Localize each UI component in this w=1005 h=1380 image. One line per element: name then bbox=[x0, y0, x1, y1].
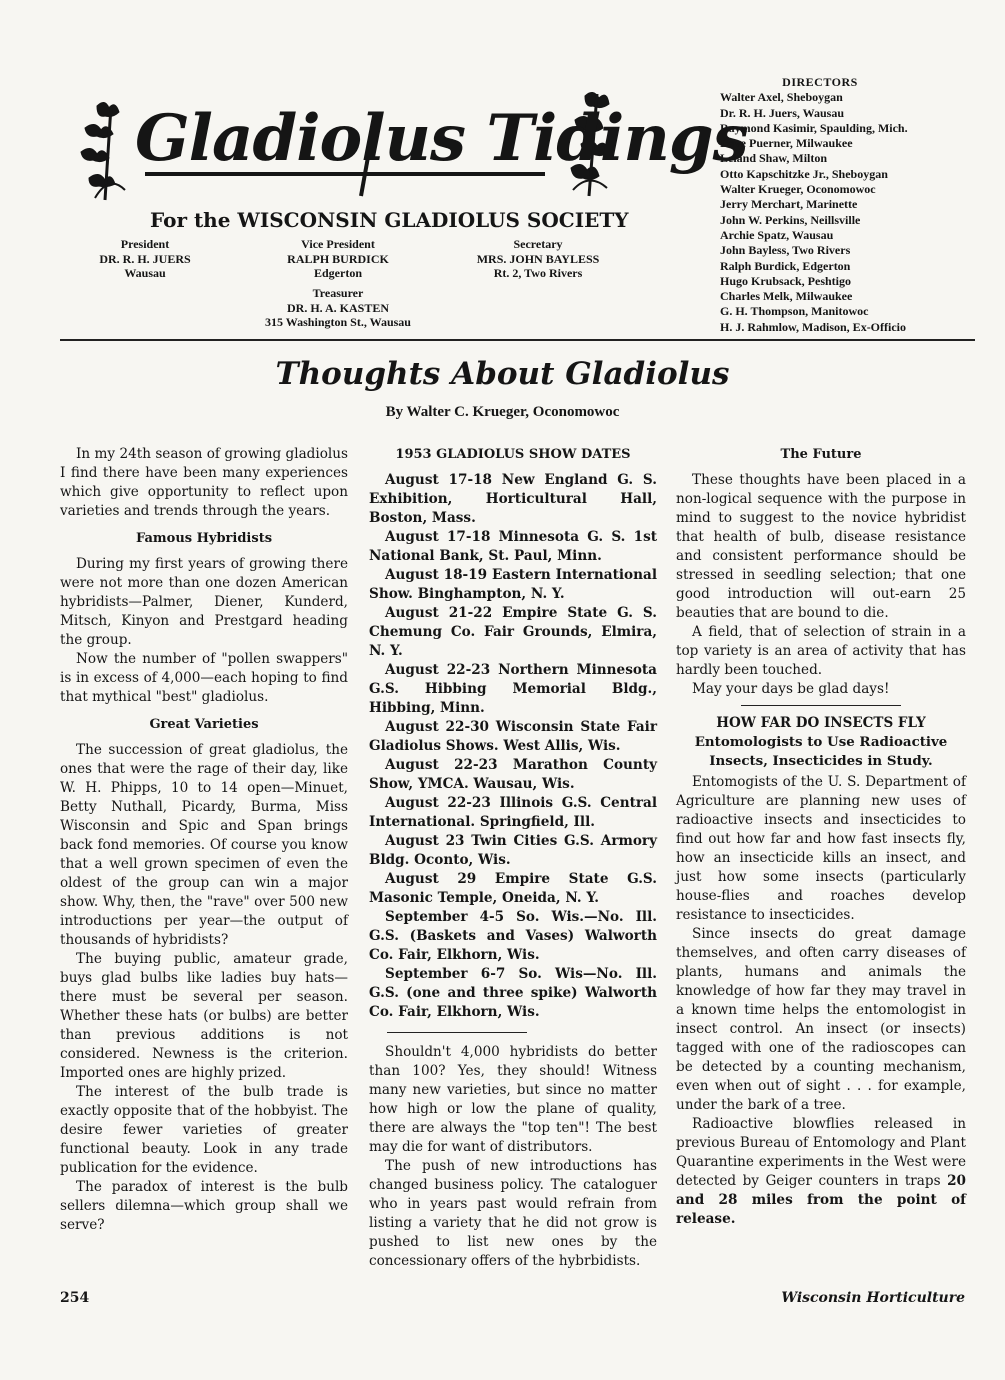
section-heading-the-future: The Future bbox=[780, 447, 862, 462]
director-item: Jerry Merchart, Marinette bbox=[720, 197, 858, 212]
officer-secretary bbox=[448, 237, 628, 281]
publication-name: Wisconsin Horticulture bbox=[781, 1290, 965, 1306]
show-date-item: August 17-18 Minnesota G. S. 1st National Bank, St. Paul, Minn. bbox=[369, 529, 657, 564]
paragraph-bold-text: 20 and 28 miles from the point of release. bbox=[676, 1173, 966, 1227]
officer-name: RALPH BURDICK bbox=[287, 251, 389, 266]
director-item: Dave Puerner, Milwaukee bbox=[720, 136, 853, 151]
officer-president bbox=[80, 237, 210, 281]
officer-vice-president bbox=[258, 237, 418, 281]
show-date-item: September 4-5 So. Wis.—No. Ill. G.S. (Baskets and Vases) Walworth Co. Fair, Elkhorn, Wis. bbox=[369, 909, 657, 963]
section-divider bbox=[387, 1032, 527, 1033]
director-item: Walter Axel, Sheboygan bbox=[720, 90, 843, 105]
article-title: Thoughts About Gladiolus bbox=[275, 356, 730, 392]
show-date-item: August 17-18 New England G. S. Exhibition, Horticultural Hall, Boston, Mass. bbox=[369, 472, 657, 526]
article-paragraph: Now the number of "pollen swappers" is in excess of 4,000—each hoping to find that mythical "best" gladiolus. bbox=[60, 651, 348, 705]
gladiolus-logo-graphic bbox=[75, 78, 748, 208]
article-paragraph: Since insects do great damage themselves, and often carry diseases of plants, humans and animals the knowledge of how far they may travel in a known time helps the entomologist in insect control. An insect (or insects) tagged with one of the radioscopes can be detected by a counting mechanism, even when out of sight . . . for example, under the bark of a tree. bbox=[676, 926, 966, 1113]
masthead-divider bbox=[60, 339, 975, 341]
officer-role: President bbox=[120, 237, 170, 251]
officer-name: DR. H. A. KASTEN bbox=[286, 300, 390, 315]
column-left bbox=[60, 445, 348, 1235]
article-paragraph: The paradox of interest is the bulb sellers dilemna—which group shall we serve? bbox=[60, 1179, 348, 1233]
directors-list bbox=[720, 75, 990, 335]
director-item: Otto Kapschitzke Jr., Sheboygan bbox=[720, 166, 888, 181]
show-date-item: August 21-22 Empire State G. S. Chemung Co. Fair Grounds, Elmira, N. Y. bbox=[369, 605, 657, 659]
section-heading-famous-hybridists: Famous Hybridists bbox=[135, 531, 273, 546]
article-paragraph: In my 24th season of growing gladiolus I find there have been many experiences which give opportunity to reflect upon varieties and trends through the years. bbox=[60, 446, 348, 519]
section-heading-great-varieties: Great Varieties bbox=[149, 717, 259, 732]
article-paragraph: The interest of the bulb trade is exactly opposite that of the hobbyist. The desire fewer varieties of greater functional beauty. Look in any trade publication for the evidence. bbox=[60, 1084, 348, 1176]
show-date-item: August 29 Empire State G.S. Masonic Temple, Oneida, N. Y. bbox=[369, 871, 657, 906]
officer-treasurer bbox=[248, 286, 428, 330]
insects-article-subtitle: Entomologists to Use Radioactive Insects, Insecticides in Study. bbox=[694, 734, 948, 769]
director-item: Dr. R. H. Juers, Wausau bbox=[720, 105, 845, 120]
section-divider bbox=[741, 705, 901, 706]
page-number: 254 bbox=[60, 1290, 90, 1306]
director-item: Leland Shaw, Milton bbox=[720, 151, 828, 166]
article-paragraph: The push of new introductions has changed business policy. The cataloguer who in years past would refrain from listing a variety that he did not grow is pushed to list new ones by the concessionary offers of the hybrbidists. bbox=[369, 1158, 657, 1269]
officer-role: Treasurer bbox=[312, 286, 364, 300]
director-item: Ralph Burdick, Edgerton bbox=[720, 258, 851, 273]
article-paragraph: The succession of great gladiolus, the ones that were the rage of their day, like W. H. Phipps, 10 to 14 open—Minuet, Betty Nuthall, Picardy, Burma, Miss Wisconsin and Spic and Span brings back fond memories. Of course you know that a well grown specimen of even the oldest of the group can win a major show. Why, then, the "rave" over 500 new introductions per year—the output of thousands of hybridists? bbox=[60, 742, 348, 948]
society-line: For the WISCONSIN GLADIOLUS SOCIETY bbox=[150, 208, 629, 232]
officer-role: Vice President bbox=[301, 237, 375, 251]
paragraph-text: Radioactive blowflies released in previous Bureau of Entomology and Plant Quarantine experiments in the West were detected by Geiger counters in traps bbox=[676, 1116, 966, 1189]
article-paragraph: A field, that of selection of strain in a top variety is an area of activity that has hardly been touched. bbox=[676, 624, 966, 678]
officer-role: Secretary bbox=[513, 237, 563, 251]
officer-name: MRS. JOHN BAYLESS bbox=[476, 251, 600, 266]
director-item: G. H. Thompson, Manitowoc bbox=[720, 304, 869, 319]
director-item: Raymond Kasimir, Spaulding, Mich. bbox=[720, 120, 908, 135]
show-dates-heading: 1953 GLADIOLUS SHOW DATES bbox=[395, 447, 631, 462]
officer-city: 315 Washington St., Wausau bbox=[265, 315, 411, 329]
show-date-item: August 22-23 Illinois G.S. Central International. Springfield, Ill. bbox=[369, 795, 657, 830]
insects-article-title: HOW FAR DO INSECTS FLY bbox=[716, 715, 926, 731]
article-paragraph bbox=[676, 1115, 966, 1229]
show-date-item: August 18-19 Eastern International Show. Binghampton, N. Y. bbox=[369, 567, 657, 602]
officer-city: Edgerton bbox=[314, 266, 362, 280]
show-date-item: September 6-7 So. Wis—No. Ill. G.S. (one and three spike) Walworth Co. Fair, Elkhorn, Wis. bbox=[369, 966, 657, 1020]
column-right bbox=[676, 445, 966, 1229]
column-middle bbox=[369, 445, 657, 1271]
officer-city: Rt. 2, Two Rivers bbox=[493, 266, 583, 280]
article-paragraph: These thoughts have been placed in a non-logical sequence with the purpose in mind to suggest to the novice hybridist that health of bulb, disease resistance and consistent performance should be stressed in seedling selection; that one good introduction will out-earn 25 beauties that are bound to die. bbox=[676, 472, 966, 621]
show-date-item: August 22-23 Marathon County Show, YMCA. Wausau, Wis. bbox=[369, 757, 657, 792]
masthead-logo bbox=[75, 78, 748, 208]
show-dates-box bbox=[369, 445, 657, 1022]
article-byline: By Walter C. Krueger, Oconomowoc bbox=[385, 404, 620, 420]
director-item: Hugo Krubsack, Peshtigo bbox=[720, 273, 852, 288]
article-paragraph: The buying public, amateur grade, buys glad bulbs like ladies buy hats—there must be several per season. Whether these hats (or bulbs) are better than previous additions is not considered. Newness is the criterion. Imported ones are highly prized. bbox=[60, 951, 348, 1081]
logo-title-text: Gladiolus Tidings bbox=[135, 101, 748, 176]
directors-title: DIRECTORS bbox=[782, 75, 858, 89]
show-date-item: August 23 Twin Cities G.S. Armory Bldg. Oconto, Wis. bbox=[369, 833, 657, 868]
director-item: Walter Krueger, Oconomowoc bbox=[720, 182, 876, 197]
article-paragraph: May your days be glad days! bbox=[692, 681, 890, 697]
article-paragraph: During my first years of growing there were not more than one dozen American hybridists—Palmer, Diener, Kunderd, Mitsch, Kinyon and Prestgard heading the group. bbox=[60, 556, 348, 648]
director-item: John Bayless, Two Rivers bbox=[720, 243, 851, 258]
director-item: H. J. Rahmlow, Madison, Ex-Officio bbox=[720, 319, 907, 334]
officer-name: DR. R. H. JUERS bbox=[99, 251, 191, 266]
article-paragraph: Entomogists of the U. S. Department of Agriculture are planning new uses of radioactive insects and insecticides to find out how far and how fast insects fly, how an insecticide kills an insect, and just how some insects (particularly house-flies and roaches develop resistance to insecticides. bbox=[676, 774, 966, 923]
officer-city: Wausau bbox=[124, 266, 166, 280]
show-date-item: August 22-23 Northern Minnesota G.S. Hibbing Memorial Bldg., Hibbing, Minn. bbox=[369, 662, 657, 716]
article-paragraph: Shouldn't 4,000 hybridists do better than 100? Yes, they should! Witness many new varieties, but since no matter how high or low the plane of quality, there are always the "top ten"! The best may die for want of distributors. bbox=[369, 1044, 657, 1155]
gladiolus-flower-left-icon bbox=[81, 102, 125, 200]
director-item: Archie Spatz, Wausau bbox=[720, 227, 834, 242]
director-item: John W. Perkins, Neillsville bbox=[720, 212, 861, 227]
show-date-item: August 22-30 Wisconsin State Fair Gladiolus Shows. West Allis, Wis. bbox=[369, 719, 657, 754]
director-item: Charles Melk, Milwaukee bbox=[720, 289, 853, 304]
